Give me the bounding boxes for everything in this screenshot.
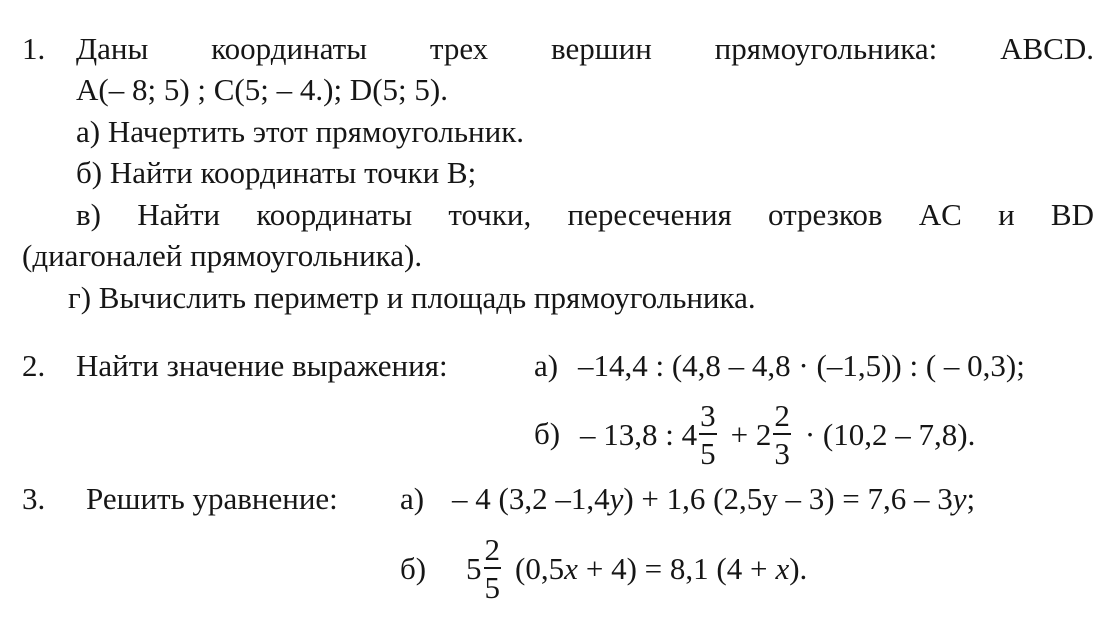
fraction-denominator: 5 <box>484 569 500 605</box>
variable-x: x <box>564 550 578 586</box>
task2-number: 2. <box>22 348 46 383</box>
task1-item-v-continued: (диагоналей прямоугольника). <box>22 238 423 273</box>
task3-b-marker: б) <box>400 551 427 586</box>
task3-label: Решить уравнение: <box>86 481 338 516</box>
task2-b-fraction-2 <box>773 397 791 471</box>
task3-a-part2: ) + 1,6 (2,5y – 3) = 7,6 – 3 <box>623 481 953 516</box>
fraction-denominator: 3 <box>774 435 790 471</box>
task1-item-a: а) Начертить этот прямоугольник. <box>76 114 525 149</box>
task1-points: A(– 8; 5) ; C(5; – 4.); D(5; 5). <box>76 72 448 107</box>
task3-a-part3: ; <box>966 481 976 516</box>
task3-a-part1: – 4 (3,2 –1,4 <box>452 481 610 516</box>
task1-item-v: в) Найти координаты точки, пересечения отрезков AC и BD <box>76 197 1094 232</box>
task3-b-fraction <box>484 531 502 605</box>
task1-item-g: г) Вычислить периметр и площадь прямоугольника. <box>68 280 756 315</box>
task2-a-expression: –14,4 : (4,8 – 4,8 · (–1,5)) : ( – 0,3); <box>578 348 1025 383</box>
task2-b-part3: · (10,2 – 7,8). <box>804 416 976 452</box>
task2-b-part2: + 2 <box>730 416 772 452</box>
task2-b-fraction-1 <box>699 397 717 471</box>
task2-b-expression <box>580 392 975 476</box>
fraction-numerator: 3 <box>700 397 716 433</box>
task1-number: 1. <box>22 31 46 66</box>
task2-label: Найти значение выражения: <box>76 348 448 383</box>
task2-b-part1: – 13,8 : 4 <box>580 416 698 452</box>
variable-y: y <box>952 481 967 516</box>
task3-a-equation <box>452 483 975 514</box>
task3-b-whole: 5 <box>466 550 482 586</box>
fraction-numerator: 2 <box>484 531 500 567</box>
task3-b-part3: ). <box>789 550 808 586</box>
task3-b-part1: (0,5 <box>515 550 565 586</box>
variable-x: x <box>775 550 790 586</box>
task3-b-part2: + 4) = 8,1 (4 + <box>585 550 768 586</box>
task3-b-equation <box>466 526 807 610</box>
fraction-denominator: 5 <box>700 435 716 471</box>
fraction-numerator: 2 <box>774 397 790 433</box>
task3-a-marker: а) <box>400 481 425 516</box>
task2-b-marker: б) <box>534 416 561 451</box>
variable-y: y <box>609 481 624 516</box>
task3-number: 3. <box>22 481 46 516</box>
task1-intro: Даны координаты трех вершин прямоугольника: ABCD. <box>76 31 1094 66</box>
task1-item-b: б) Найти координаты точки B; <box>76 155 477 190</box>
task2-a-marker: а) <box>534 348 559 383</box>
